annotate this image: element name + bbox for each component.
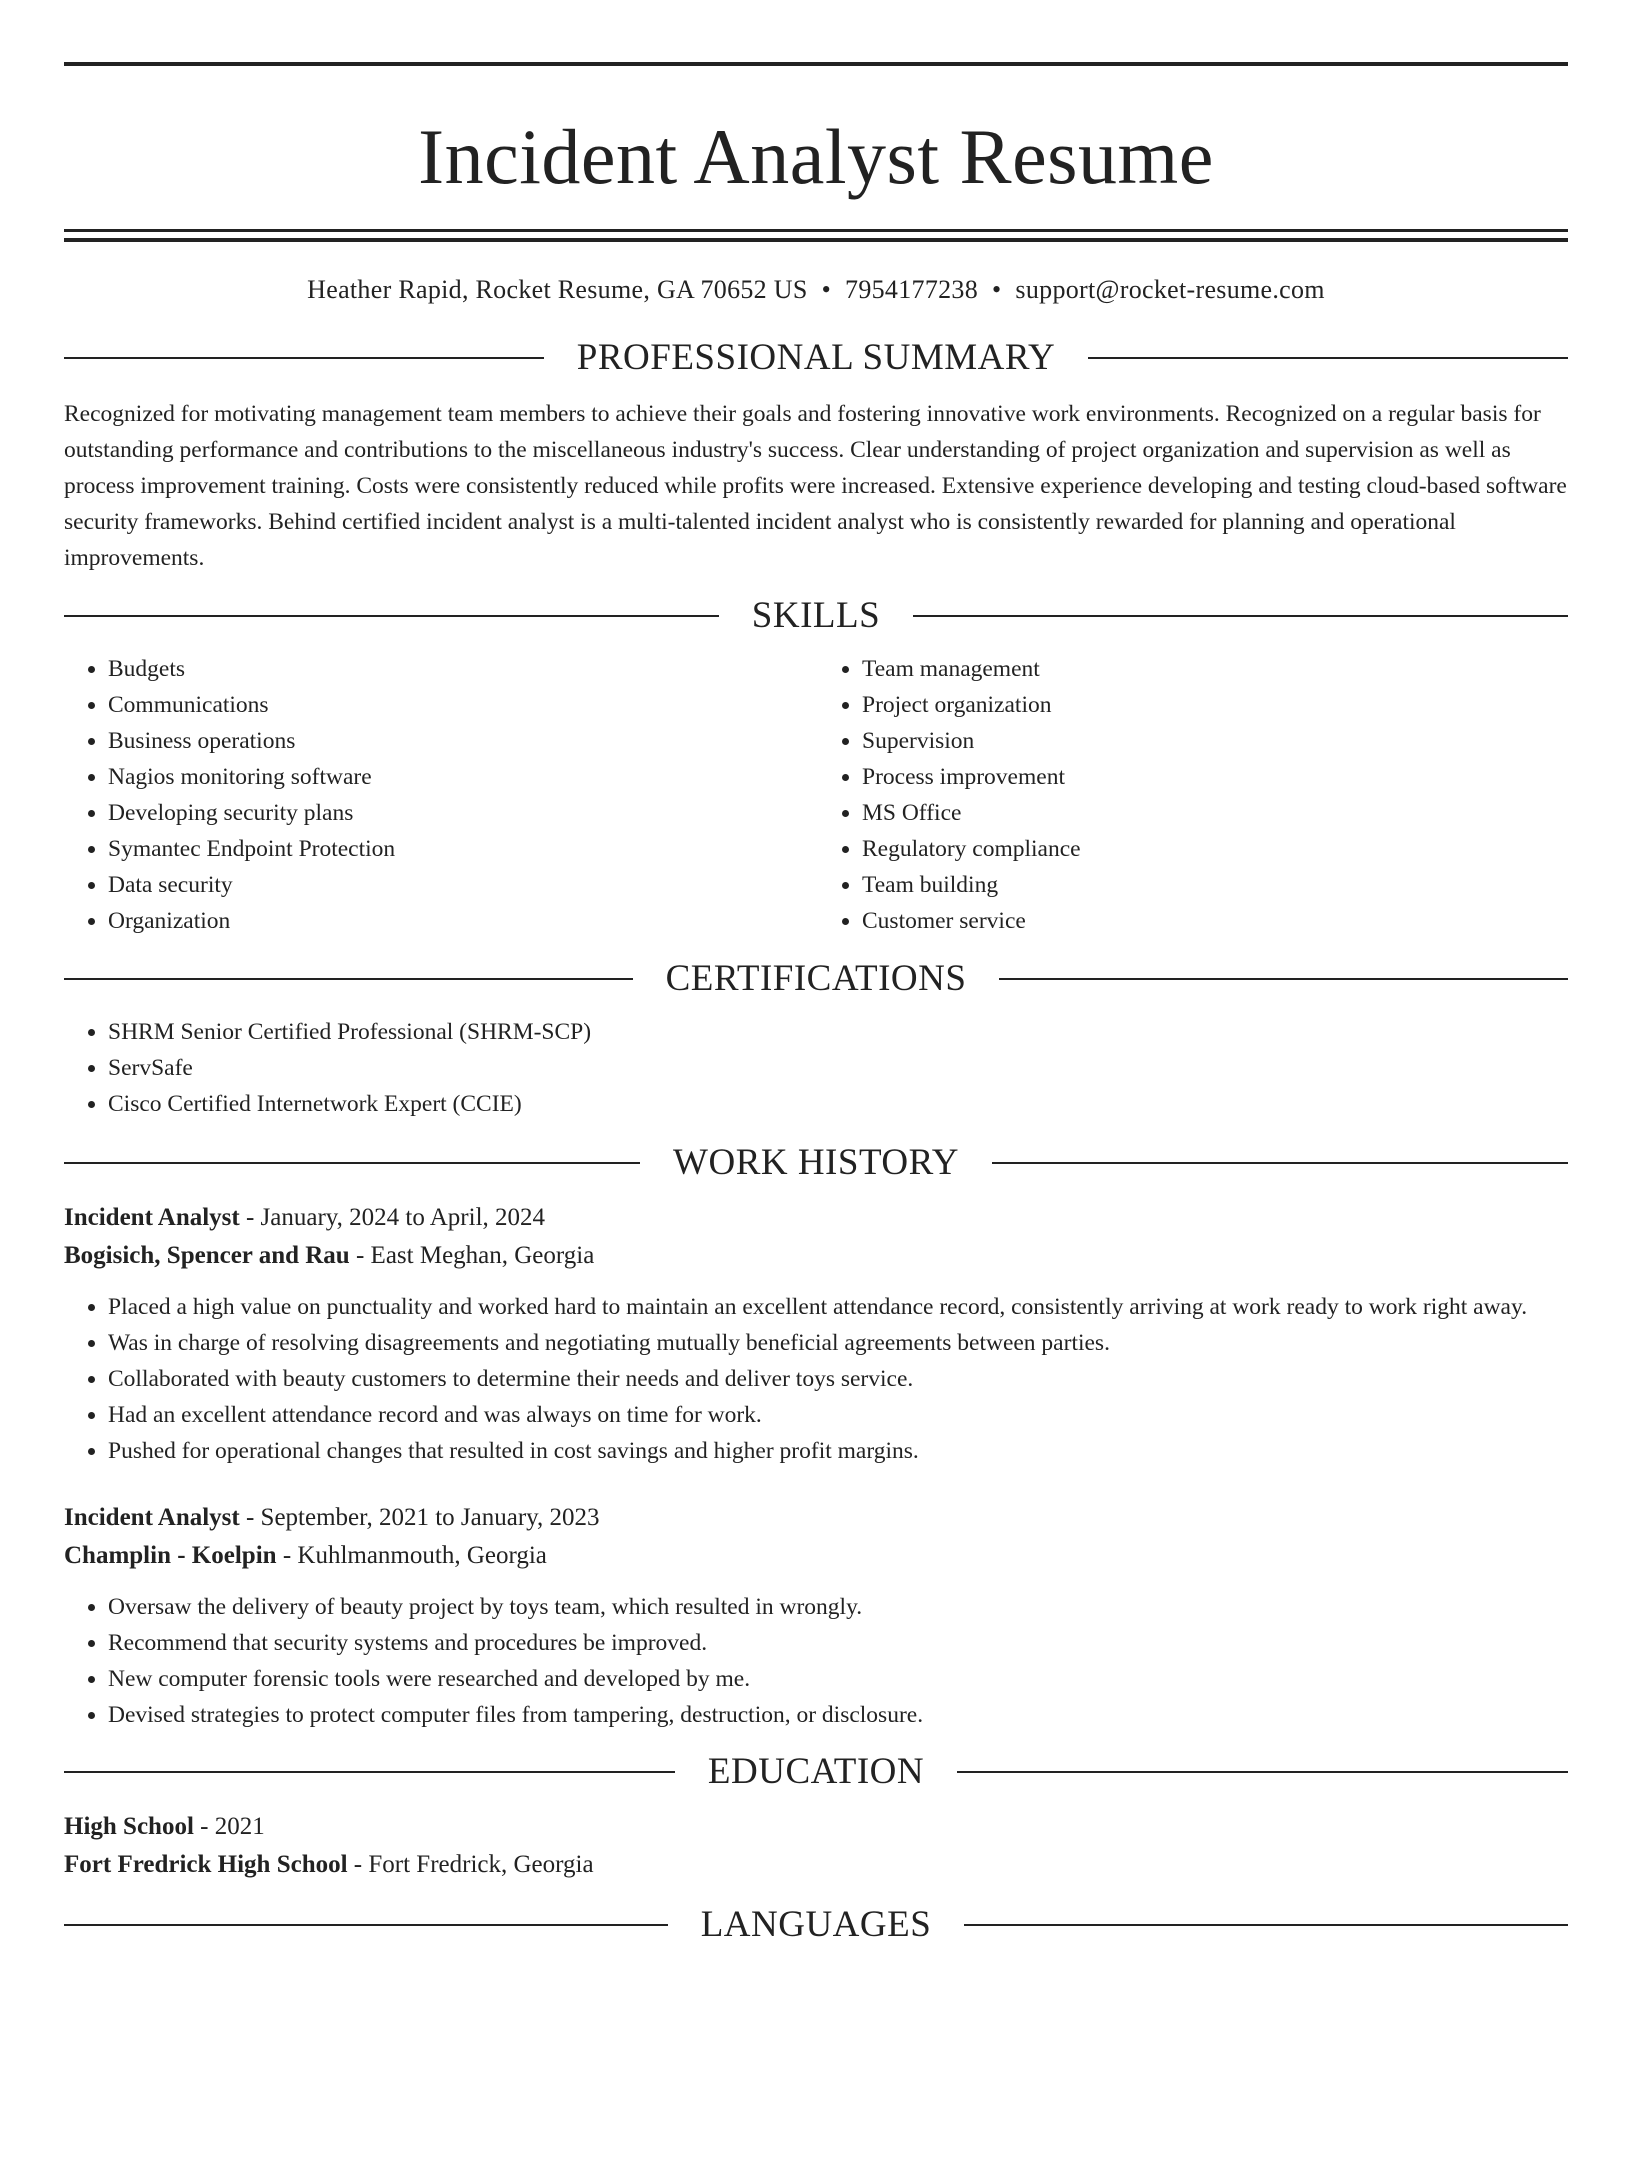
job-entry <box>64 1499 1568 1733</box>
job-company-line <box>64 1537 1568 1575</box>
job-company: Bogisich, Spencer and Rau <box>64 1242 350 1269</box>
education-entry <box>64 1808 1568 1884</box>
job-bullet: • Pushed for operational changes that resulted in cost savings and higher profit margins. <box>108 1433 1568 1469</box>
section-rule-right <box>964 1924 1568 1926</box>
job-bullet: • Had an excellent attendance record and was always on time for work. <box>108 1397 1568 1433</box>
certification-item: • ServSafe <box>108 1050 1568 1086</box>
job-bullet: • Oversaw the delivery of beauty project by toys team, which resulted in wrongly. <box>108 1589 1568 1625</box>
section-header-education <box>64 1750 1568 1794</box>
job-title: Incident Analyst <box>64 1504 240 1531</box>
skills-list-left <box>64 651 814 939</box>
section-title-work-history: WORK HISTORY <box>673 1142 959 1183</box>
skill-item: • Project organization <box>862 687 1568 723</box>
summary-text: Recognized for motivating management team members to achieve their goals and fostering innovative work environments. Recognized on a regular basis for outstanding performance and contributions to the miscellaneous industry's success. Clear understanding of project organization and supervision as well as process improvement training. Costs were consistently reduced while profits were increased. Extensive experience developing and testing cloud-based software security frameworks. Behind certified incident analyst is a multi-talented incident analyst who is consistently rewarded for planning and operational improvements. <box>64 401 1567 571</box>
skill-item: • MS Office <box>862 795 1568 831</box>
education-school-line <box>64 1846 1568 1884</box>
certifications-list <box>64 1014 1568 1122</box>
skill-item: • Process improvement <box>862 759 1568 795</box>
contact-address: Heather Rapid, Rocket Resume, GA 70652 US <box>307 275 808 304</box>
education-school: Fort Fredrick High School <box>64 1851 348 1878</box>
skill-item: • Data security <box>108 867 814 903</box>
contact-separator: • <box>821 275 832 304</box>
job-bullets <box>64 1589 1568 1733</box>
job-location: - Kuhlmanmouth, Georgia <box>276 1542 547 1569</box>
section-rule-left <box>64 1771 675 1773</box>
education-degree: High School <box>64 1813 194 1840</box>
section-rule-right <box>913 615 1568 617</box>
page-title: Incident Analyst Resume <box>418 113 1214 200</box>
skills-columns <box>64 651 1568 939</box>
section-title-education: EDUCATION <box>707 1751 925 1792</box>
skills-list-right <box>814 651 1568 939</box>
section-title-languages: LANGUAGES <box>700 1904 932 1945</box>
job-title-line <box>64 1499 1568 1537</box>
section-rule-left <box>64 357 544 359</box>
section-rule-left <box>64 615 719 617</box>
job-title: Incident Analyst <box>64 1204 240 1231</box>
section-rule-right <box>957 1771 1568 1773</box>
job-company-line <box>64 1237 1568 1275</box>
contact-phone: 7954177238 <box>845 275 979 304</box>
contact-separator: • <box>992 275 1002 304</box>
education-degree-line <box>64 1808 1568 1846</box>
job-entry <box>64 1199 1568 1469</box>
skill-item: • Regulatory compliance <box>862 831 1568 867</box>
section-rule-left <box>64 1162 640 1164</box>
skill-item: • Budgets <box>108 651 814 687</box>
skill-item: • Nagios monitoring software <box>108 759 814 795</box>
skill-item: • Developing security plans <box>108 795 814 831</box>
contact-line <box>64 273 1568 307</box>
job-bullets <box>64 1289 1568 1469</box>
section-title-certifications: CERTIFICATIONS <box>665 958 967 999</box>
job-dates: - September, 2021 to January, 2023 <box>239 1504 600 1531</box>
section-title-summary: PROFESSIONAL SUMMARY <box>576 337 1056 378</box>
section-title-skills: SKILLS <box>751 595 881 636</box>
education-year: - 2021 <box>193 1813 265 1840</box>
skill-item: • Symantec Endpoint Protection <box>108 831 814 867</box>
job-bullet: • Placed a high value on punctuality and worked hard to maintain an excellent attendance record, consistently arriving at work ready to work right away. <box>108 1289 1568 1325</box>
section-rule-right <box>992 1162 1568 1164</box>
education-location: - Fort Fredrick, Georgia <box>347 1851 594 1878</box>
section-header-work-history <box>64 1141 1568 1185</box>
section-header-certifications <box>64 957 1568 1001</box>
skill-item: • Team management <box>862 651 1568 687</box>
section-header-languages <box>64 1903 1568 1947</box>
skill-item: • Customer service <box>862 903 1568 939</box>
job-company: Champlin - Koelpin <box>64 1542 277 1569</box>
title-double-rule <box>64 229 1568 242</box>
skill-item: • Communications <box>108 687 814 723</box>
job-location: - East Meghan, Georgia <box>349 1242 595 1269</box>
section-header-skills <box>64 594 1568 638</box>
skill-item: • Supervision <box>862 723 1568 759</box>
job-title-line <box>64 1199 1568 1237</box>
section-rule-right <box>1088 357 1568 359</box>
job-bullet: • Devised strategies to protect computer files from tampering, destruction, or disclosure. <box>108 1697 1568 1733</box>
job-bullet: • Collaborated with beauty customers to determine their needs and deliver toys service. <box>108 1361 1568 1397</box>
skill-item: • Business operations <box>108 723 814 759</box>
job-bullet: • New computer forensic tools were researched and developed by me. <box>108 1661 1568 1697</box>
skill-item: • Organization <box>108 903 814 939</box>
job-bullet: • Recommend that security systems and procedures be improved. <box>108 1625 1568 1661</box>
contact-email: support@rocket-resume.com <box>1015 275 1325 304</box>
section-rule-left <box>64 1924 668 1926</box>
section-rule-right <box>999 978 1568 980</box>
job-dates: - January, 2024 to April, 2024 <box>239 1204 546 1231</box>
section-rule-left <box>64 978 633 980</box>
job-bullet: • Was in charge of resolving disagreements and negotiating mutually beneficial agreements between parties. <box>108 1325 1568 1361</box>
skill-item: • Team building <box>862 867 1568 903</box>
resume-page <box>0 62 1632 2174</box>
section-header-summary <box>64 336 1568 380</box>
certification-item: • Cisco Certified Internetwork Expert (CCIE) <box>108 1086 1568 1122</box>
certification-item: • SHRM Senior Certified Professional (SHRM-SCP) <box>108 1014 1568 1050</box>
